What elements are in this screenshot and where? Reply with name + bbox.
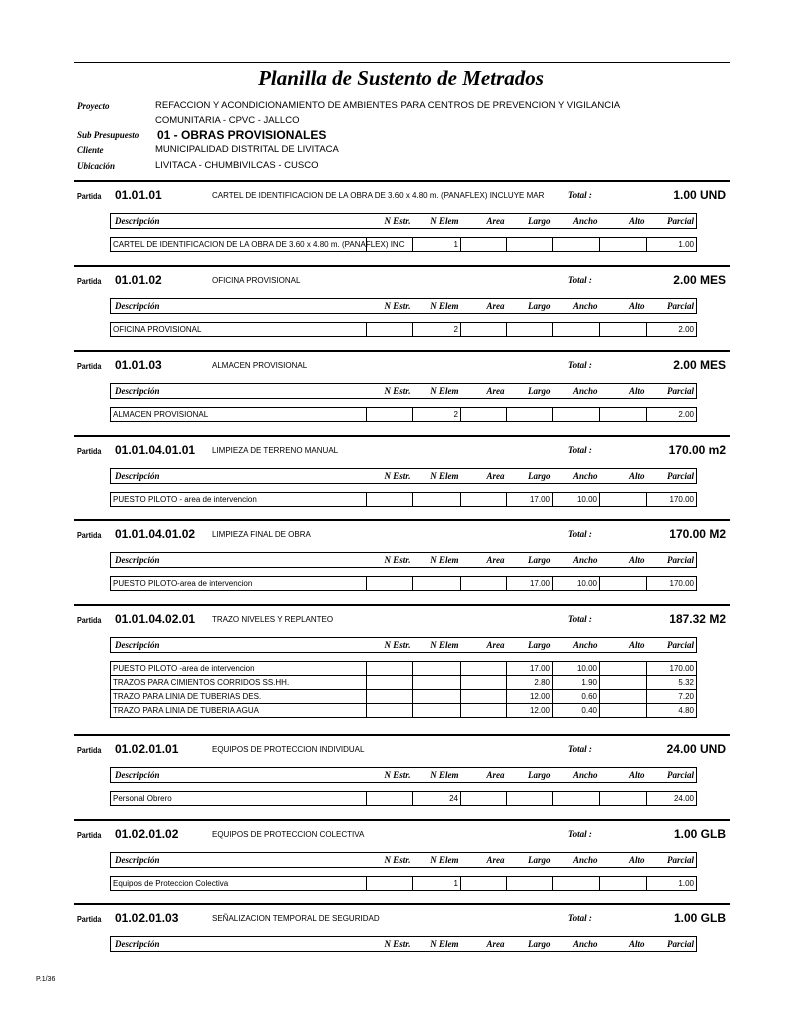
column-header: Descripción [111, 299, 367, 314]
column-header: N Elem [413, 937, 461, 952]
column-header: Ancho [553, 638, 600, 653]
table-cell: 10.00 [553, 493, 600, 507]
table-cell [507, 877, 553, 891]
page-title: Planilla de Sustento de Metrados [258, 66, 544, 90]
partida-rule [74, 350, 730, 352]
metrado-table [110, 936, 697, 952]
table-cell: TRAZO PARA LINIA DE TUBERIAS DES. [111, 690, 367, 704]
column-header: Largo [507, 299, 553, 314]
spacer-row [111, 399, 697, 408]
partida-label: Partida [77, 447, 102, 456]
column-header: Ancho [553, 937, 600, 952]
metrado-table [110, 767, 697, 806]
table-cell: 1.00 [647, 877, 697, 891]
column-header: Ancho [553, 768, 600, 783]
partida-total: 187.32 M2 [669, 612, 726, 626]
metrado-table [110, 298, 697, 337]
table-cell [367, 877, 413, 891]
partida-code: 01.01.03 [115, 358, 162, 372]
partida-code: 01.02.01.03 [115, 911, 179, 925]
table-cell: 2 [413, 323, 461, 337]
table-cell [413, 577, 461, 591]
partida-label: Partida [77, 192, 102, 201]
partida-description: EQUIPOS DE PROTECCION COLECTIVA [212, 830, 365, 839]
partida-description: OFICINA PROVISIONAL [212, 276, 301, 285]
partida-total-label: Total : [568, 445, 592, 455]
partida-total-label: Total : [568, 614, 592, 624]
table-row [111, 493, 697, 507]
table-cell [600, 238, 647, 252]
column-header: N Elem [413, 299, 461, 314]
table-row [111, 577, 697, 591]
column-header: Alto [600, 768, 647, 783]
table-cell [600, 662, 647, 676]
table-cell: 1.00 [647, 238, 697, 252]
table-cell [367, 690, 413, 704]
table-cell [600, 690, 647, 704]
table-cell: 1.90 [553, 676, 600, 690]
spacer-row [111, 868, 697, 877]
column-header: Area [461, 299, 507, 314]
table-header-row [111, 553, 697, 568]
partida-rule [74, 734, 730, 736]
metrado-table [110, 552, 697, 591]
table-cell [413, 662, 461, 676]
partida-label: Partida [77, 831, 102, 840]
partida-total-label: Total : [568, 190, 592, 200]
cliente-label: Cliente [77, 145, 104, 155]
partida-code: 01.02.01.02 [115, 827, 179, 841]
partida-label: Partida [77, 746, 102, 755]
table-header-row [111, 214, 697, 229]
table-cell [600, 877, 647, 891]
ubicacion-label: Ubicación [77, 161, 115, 171]
column-header: N Elem [413, 553, 461, 568]
column-header: Ancho [553, 384, 600, 399]
partida-rule [74, 903, 730, 905]
column-header: Descripción [111, 553, 367, 568]
partida-description: ALMACEN PROVISIONAL [212, 361, 308, 370]
table-cell [553, 323, 600, 337]
table-row [111, 238, 697, 252]
column-header: Largo [507, 384, 553, 399]
spacer-row [111, 653, 697, 662]
column-header: Alto [600, 469, 647, 484]
table-header-row [111, 638, 697, 653]
table-cell: 1 [413, 238, 461, 252]
table-cell: 12.00 [507, 704, 553, 718]
partida-description: TRAZO NIVELES Y REPLANTEO [212, 615, 334, 624]
column-header: Area [461, 853, 507, 868]
partida-total: 1.00 GLB [673, 911, 726, 925]
column-header: Descripción [111, 768, 367, 783]
table-cell [600, 323, 647, 337]
partida-description: SEÑALIZACION TEMPORAL DE SEGURIDAD [212, 914, 380, 923]
table-cell [461, 238, 507, 252]
spacer-row [111, 314, 697, 323]
table-row [111, 704, 697, 718]
partida-total-label: Total : [568, 829, 592, 839]
partida-code: 01.01.01 [115, 188, 162, 202]
partida-code: 01.02.01.01 [115, 742, 179, 756]
partida-total: 170.00 m2 [668, 443, 726, 457]
table-cell: TRAZO PARA LINIA DE TUBERIA AGUA [111, 704, 367, 718]
partida-label: Partida [77, 915, 102, 924]
table-cell [600, 676, 647, 690]
column-header: Ancho [553, 853, 600, 868]
table-cell [413, 676, 461, 690]
partida-rule [74, 604, 730, 606]
table-row [111, 877, 697, 891]
spacer-row [111, 568, 697, 577]
table-cell: 24.00 [647, 792, 697, 806]
table-cell [507, 408, 553, 422]
table-cell [600, 577, 647, 591]
partida-total: 1.00 UND [673, 188, 726, 202]
table-cell: 2.00 [647, 323, 697, 337]
partida-description: CARTEL DE IDENTIFICACION DE LA OBRA DE 3.60 x 4.80 m. (PANAFLEX) INCLUYE MAR [212, 191, 545, 200]
table-cell [553, 238, 600, 252]
table-cell [600, 792, 647, 806]
column-header: N Estr. [367, 853, 413, 868]
table-cell [413, 493, 461, 507]
table-cell: 17.00 [507, 493, 553, 507]
partida-label: Partida [77, 277, 102, 286]
table-cell [507, 792, 553, 806]
column-header: N Elem [413, 853, 461, 868]
table-cell [461, 323, 507, 337]
partida-total: 24.00 UND [666, 742, 726, 756]
partida-label: Partida [77, 362, 102, 371]
table-cell [367, 676, 413, 690]
partida-rule [74, 435, 730, 437]
partida-label: Partida [77, 531, 102, 540]
column-header: N Estr. [367, 384, 413, 399]
column-header: N Estr. [367, 937, 413, 952]
column-header: Alto [600, 937, 647, 952]
table-cell [367, 704, 413, 718]
table-cell [461, 662, 507, 676]
partida-label: Partida [77, 616, 102, 625]
table-cell [600, 704, 647, 718]
proyecto-label: Proyecto [77, 101, 110, 111]
table-cell [367, 792, 413, 806]
column-header: Area [461, 553, 507, 568]
table-cell: 10.00 [553, 662, 600, 676]
column-header: Alto [600, 553, 647, 568]
table-cell [600, 493, 647, 507]
proyecto-line1: REFACCION Y ACONDICIONAMIENTO DE AMBIENTES PARA CENTROS DE PREVENCION Y VIGILANCIA [155, 100, 621, 111]
metrado-table [110, 637, 697, 718]
table-cell [461, 704, 507, 718]
table-cell: 170.00 [647, 577, 697, 591]
ubicacion-value: LIVITACA - CHUMBIVILCAS - CUSCO [155, 160, 319, 171]
column-header: Parcial [647, 937, 697, 952]
column-header: Descripción [111, 384, 367, 399]
column-header: Area [461, 768, 507, 783]
column-header: Parcial [647, 553, 697, 568]
table-cell: ALMACEN PROVISIONAL [111, 408, 367, 422]
table-cell [461, 877, 507, 891]
column-header: Alto [600, 384, 647, 399]
table-cell: OFICINA PROVISIONAL [111, 323, 367, 337]
table-cell: PUESTO PILOTO -area de intervencion [111, 662, 367, 676]
column-header: N Estr. [367, 469, 413, 484]
partida-total: 2.00 MES [673, 273, 726, 287]
column-header: Ancho [553, 553, 600, 568]
column-header: Largo [507, 768, 553, 783]
partida-description: LIMPIEZA FINAL DE OBRA [212, 530, 311, 539]
table-cell: 2 [413, 408, 461, 422]
column-header: N Estr. [367, 768, 413, 783]
column-header: N Elem [413, 768, 461, 783]
table-cell: 17.00 [507, 662, 553, 676]
column-header: Area [461, 937, 507, 952]
table-row [111, 408, 697, 422]
metrado-table [110, 383, 697, 422]
table-cell [553, 792, 600, 806]
table-cell [553, 408, 600, 422]
table-header-row [111, 384, 697, 399]
partida-rule [74, 180, 730, 182]
partida-rule [74, 265, 730, 267]
page-number: P.1/36 [36, 976, 56, 983]
table-cell: 0.40 [553, 704, 600, 718]
partida-code: 01.01.04.02.01 [115, 612, 196, 626]
column-header: Area [461, 469, 507, 484]
subpresupuesto-value: 01 - OBRAS PROVISIONALES [157, 128, 327, 142]
metrado-table [110, 213, 697, 252]
table-cell [367, 323, 413, 337]
table-cell [461, 676, 507, 690]
column-header: Ancho [553, 214, 600, 229]
partida-total-label: Total : [568, 275, 592, 285]
column-header: Alto [600, 214, 647, 229]
column-header: Alto [600, 299, 647, 314]
table-row [111, 662, 697, 676]
table-row [111, 676, 697, 690]
column-header: N Estr. [367, 553, 413, 568]
column-header: Ancho [553, 299, 600, 314]
table-cell: 170.00 [647, 662, 697, 676]
column-header: Largo [507, 214, 553, 229]
spacer-row [111, 229, 697, 238]
table-row [111, 792, 697, 806]
partida-total: 2.00 MES [673, 358, 726, 372]
table-cell: 1 [413, 877, 461, 891]
table-cell [461, 690, 507, 704]
table-cell: 2.80 [507, 676, 553, 690]
table-cell [413, 704, 461, 718]
column-header: Parcial [647, 214, 697, 229]
table-cell [461, 408, 507, 422]
column-header: Parcial [647, 384, 697, 399]
table-cell: 5.32 [647, 676, 697, 690]
column-header: Descripción [111, 853, 367, 868]
cliente-value: MUNICIPALIDAD DISTRITAL DE LIVITACA [155, 144, 339, 155]
column-header: Parcial [647, 768, 697, 783]
table-cell [413, 690, 461, 704]
table-cell [507, 238, 553, 252]
table-cell [461, 577, 507, 591]
column-header: Alto [600, 853, 647, 868]
table-cell: 10.00 [553, 577, 600, 591]
table-header-row [111, 937, 697, 952]
table-row [111, 690, 697, 704]
partida-rule [74, 819, 730, 821]
column-header: Largo [507, 553, 553, 568]
table-row [111, 323, 697, 337]
column-header: Largo [507, 638, 553, 653]
table-cell: 0.60 [553, 690, 600, 704]
column-header: Parcial [647, 853, 697, 868]
table-cell [553, 877, 600, 891]
table-cell [600, 408, 647, 422]
table-cell: 4.80 [647, 704, 697, 718]
partida-rule [74, 519, 730, 521]
column-header: Descripción [111, 937, 367, 952]
table-cell [507, 323, 553, 337]
spacer-row [111, 484, 697, 493]
table-cell: 7.20 [647, 690, 697, 704]
table-header-row [111, 299, 697, 314]
table-cell [367, 662, 413, 676]
partida-code: 01.01.04.01.01 [115, 443, 196, 457]
column-header: Area [461, 638, 507, 653]
partida-total-label: Total : [568, 360, 592, 370]
partida-description: EQUIPOS DE PROTECCION INDIVIDUAL [212, 745, 365, 754]
table-cell [367, 408, 413, 422]
spacer-row [111, 783, 697, 792]
column-header: Largo [507, 937, 553, 952]
column-header: N Estr. [367, 638, 413, 653]
column-header: Largo [507, 853, 553, 868]
table-cell: Equipos de Proteccion Colectiva [111, 877, 367, 891]
top-rule [74, 62, 730, 63]
partida-code: 01.01.04.01.02 [115, 527, 196, 541]
column-header: N Elem [413, 214, 461, 229]
table-header-row [111, 853, 697, 868]
table-cell [461, 493, 507, 507]
table-cell: PUESTO PILOTO-area de intervencion [111, 577, 367, 591]
column-header: Parcial [647, 638, 697, 653]
table-cell: CARTEL DE IDENTIFICACION DE LA OBRA DE 3.60 x 4.80 m. (PANAFLEX) INC [111, 238, 367, 252]
table-cell: 170.00 [647, 493, 697, 507]
column-header: Descripción [111, 214, 367, 229]
column-header: Alto [600, 638, 647, 653]
column-header: Descripción [111, 638, 367, 653]
metrado-table [110, 468, 697, 507]
column-header: Area [461, 384, 507, 399]
partida-total-label: Total : [568, 744, 592, 754]
subpresupuesto-label: Sub Presupuesto [77, 130, 140, 140]
column-header: Descripción [111, 469, 367, 484]
partida-total-label: Total : [568, 529, 592, 539]
column-header: Ancho [553, 469, 600, 484]
table-cell [367, 493, 413, 507]
table-cell [367, 577, 413, 591]
table-cell: PUESTO PILOTO - area de intervencion [111, 493, 367, 507]
table-header-row [111, 469, 697, 484]
column-header: N Elem [413, 384, 461, 399]
proyecto-line2: COMUNITARIA - CPVC - JALLCO [155, 115, 300, 126]
partida-total: 170.00 M2 [669, 527, 726, 541]
metrado-table [110, 852, 697, 891]
column-header: Area [461, 214, 507, 229]
partida-total-label: Total : [568, 913, 592, 923]
table-cell: Personal Obrero [111, 792, 367, 806]
column-header: N Elem [413, 638, 461, 653]
column-header: Parcial [647, 299, 697, 314]
table-cell: 24 [413, 792, 461, 806]
table-cell: 17.00 [507, 577, 553, 591]
column-header: N Elem [413, 469, 461, 484]
table-cell: 12.00 [507, 690, 553, 704]
column-header: Largo [507, 469, 553, 484]
table-header-row [111, 768, 697, 783]
table-cell [461, 792, 507, 806]
partida-description: LIMPIEZA DE TERRENO MANUAL [212, 446, 339, 455]
column-header: N Estr. [367, 299, 413, 314]
column-header: N Estr. [367, 214, 413, 229]
table-cell: TRAZOS PARA CIMIENTOS CORRIDOS SS.HH. [111, 676, 367, 690]
partida-total: 1.00 GLB [673, 827, 726, 841]
partida-code: 01.01.02 [115, 273, 162, 287]
column-header: Parcial [647, 469, 697, 484]
table-cell: 2.00 [647, 408, 697, 422]
